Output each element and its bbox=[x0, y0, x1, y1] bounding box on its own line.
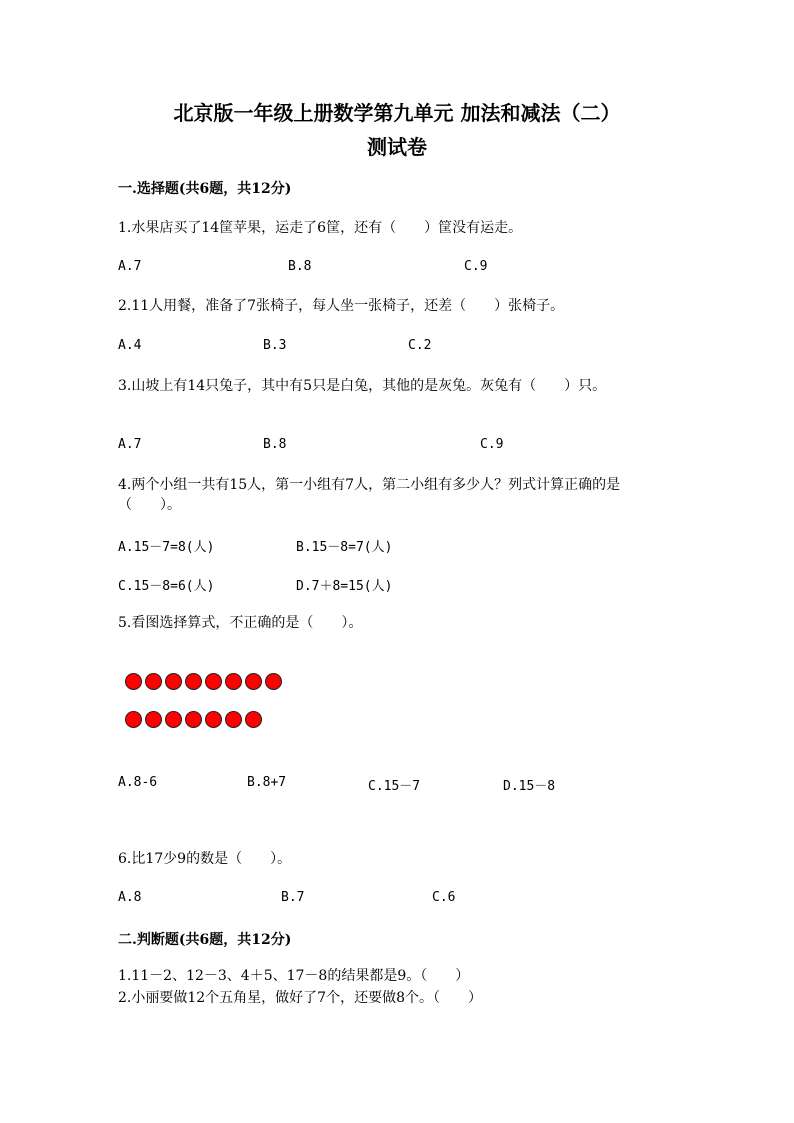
red-dot bbox=[225, 673, 242, 690]
dot-row-2 bbox=[125, 711, 262, 728]
dot-row-1 bbox=[125, 673, 282, 690]
q3-option-c: C.9 bbox=[480, 437, 504, 452]
red-dot bbox=[225, 711, 242, 728]
red-dot bbox=[125, 711, 142, 728]
red-dot bbox=[165, 711, 182, 728]
red-dot bbox=[125, 673, 142, 690]
document-title: 北京版一年级上册数学第九单元 加法和减法（二） bbox=[173, 101, 621, 125]
q6-option-a: A.8 bbox=[118, 890, 142, 905]
red-dot bbox=[185, 673, 202, 690]
q2-option-a: A.4 bbox=[118, 338, 142, 353]
q3-option-a: A.7 bbox=[118, 437, 142, 452]
question-4: 4.两个小组一共有15人，第一小组有7人，第二小组有多少人？列式计算正确的是（ ）。 bbox=[118, 477, 621, 513]
question-5: 5.看图选择算式，不正确的是（ ）。 bbox=[118, 615, 363, 631]
q4-option-b: B.15－8=7(人) bbox=[296, 540, 393, 555]
red-dot bbox=[245, 673, 262, 690]
red-dot bbox=[205, 673, 222, 690]
q2-option-b: B.3 bbox=[263, 338, 287, 353]
q1-option-b: B.8 bbox=[288, 259, 312, 274]
red-dot bbox=[205, 711, 222, 728]
tf-question-1: 1.11－2、12－3、4＋5、17－8的结果都是9。（ ） bbox=[118, 968, 470, 984]
q3-option-b: B.8 bbox=[263, 437, 287, 452]
q4-option-d: D.7＋8=15(人) bbox=[296, 579, 393, 594]
tf-question-2: 2.小丽要做12个五角星，做好了7个，还要做8个。（ ） bbox=[118, 990, 482, 1006]
q1-option-a: A.7 bbox=[118, 259, 142, 274]
section-heading-truefalse: 二.判断题(共6题，共12分) bbox=[118, 932, 292, 948]
q5-option-d: D.15－8 bbox=[503, 779, 556, 794]
q4-option-c: C.15－8=6(人) bbox=[118, 579, 215, 594]
red-dot bbox=[245, 711, 262, 728]
q6-option-c: C.6 bbox=[432, 890, 456, 905]
red-dot bbox=[165, 673, 182, 690]
red-dot bbox=[185, 711, 202, 728]
q2-option-c: C.2 bbox=[408, 338, 432, 353]
red-dot bbox=[145, 673, 162, 690]
section-heading-choice: 一.选择题(共6题，共12分) bbox=[118, 181, 292, 197]
red-dot bbox=[145, 711, 162, 728]
q5-option-b: B.8+7 bbox=[247, 775, 287, 790]
q5-option-a: A.8-6 bbox=[118, 775, 158, 790]
question-6: 6.比17少9的数是（ ）。 bbox=[118, 851, 292, 867]
question-3: 3.山坡上有14只兔子，其中有5只是白兔，其他的是灰兔。灰兔有（ ）只。 bbox=[118, 378, 607, 394]
q4-option-a: A.15－7=8(人) bbox=[118, 540, 215, 555]
q5-option-c: C.15－7 bbox=[368, 779, 421, 794]
document-subtitle: 测试卷 bbox=[367, 135, 427, 159]
q6-option-b: B.7 bbox=[281, 890, 305, 905]
question-2: 2.11人用餐，准备了7张椅子，每人坐一张椅子，还差（ ）张椅子。 bbox=[118, 298, 565, 314]
q1-option-c: C.9 bbox=[464, 259, 488, 274]
question-1: 1.水果店买了14筐苹果，运走了6筐，还有（ ）筐没有运走。 bbox=[118, 220, 523, 236]
red-dot bbox=[265, 673, 282, 690]
